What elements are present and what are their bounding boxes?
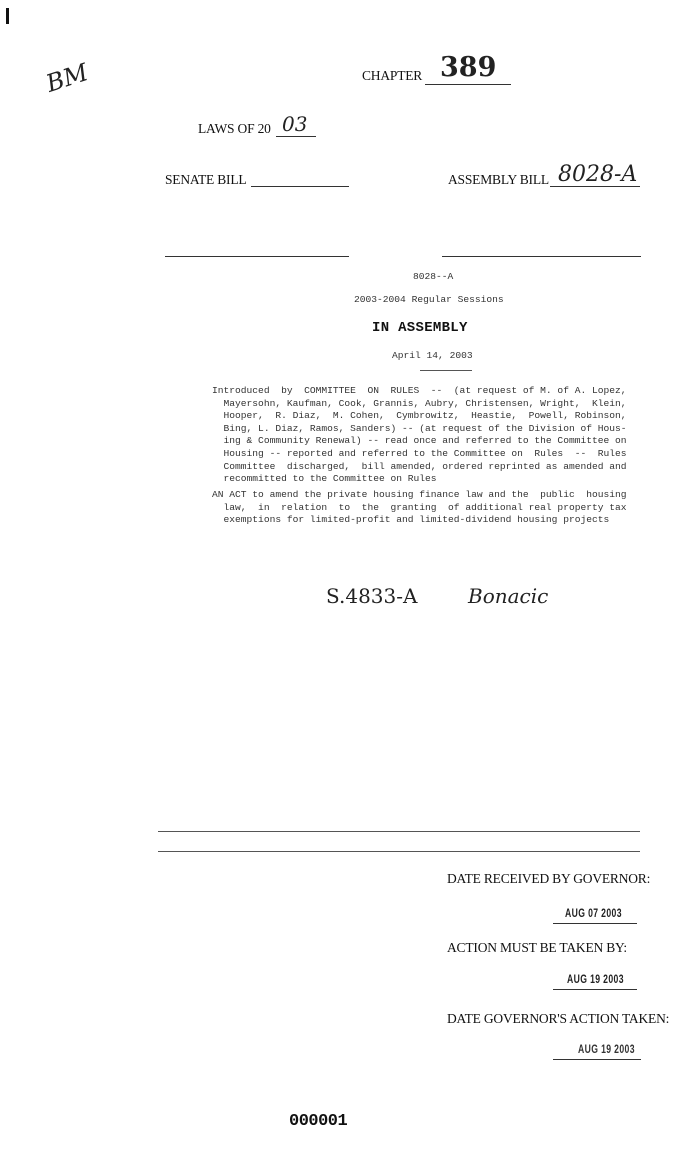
margin-tick <box>6 8 9 24</box>
deadline-underline <box>553 989 637 990</box>
chapter-underline <box>425 84 511 85</box>
right-divider <box>442 256 641 257</box>
bill-session: 2003-2004 Regular Sessions <box>354 294 504 305</box>
bill-number: 8028--A <box>413 271 454 282</box>
deadline-date: AUG 19 2003 <box>567 974 624 986</box>
assembly-bill-number: 8028-A <box>558 162 638 187</box>
introduced-text <box>212 385 627 486</box>
introduced-line: Bing, L. Diaz, Ramos, Sanders) -- (at request of the Division of Hous- <box>212 422 627 434</box>
margin-initials: BM <box>42 58 92 98</box>
deadline-label: ACTION MUST BE TAKEN BY: <box>447 940 627 955</box>
bottom-rule-2 <box>158 851 640 852</box>
assembly-bill-label: ASSEMBLY BILL <box>448 172 549 187</box>
laws-year: 03 <box>282 112 308 136</box>
chapter-number: 389 <box>440 52 497 83</box>
received-underline <box>553 923 637 924</box>
bottom-rule-1 <box>158 831 640 832</box>
page-number: 000001 <box>289 1112 348 1131</box>
act-title <box>212 489 627 527</box>
introduced-line: Housing -- reported and referred to the Committee on Rules -- Rules <box>212 447 627 459</box>
laws-label: LAWS OF 20 <box>198 121 271 136</box>
introduced-line: ing & Community Renewal) -- read once and referred to the Committee on <box>212 435 627 447</box>
introduced-line: Committee discharged, bill amended, ordered reprinted as amended and <box>212 460 627 472</box>
received-label: DATE RECEIVED BY GOVERNOR: <box>447 871 651 886</box>
introduced-line: Introduced by COMMITTEE ON RULES -- (at request of M. of A. Lopez, <box>212 385 627 396</box>
chapter-label: CHAPTER <box>362 68 423 83</box>
act-line: AN ACT to amend the private housing finance law and the public housing <box>212 489 627 500</box>
senate-reference: S.4833-A <box>326 584 418 608</box>
introduced-line: recommitted to the Committee on Rules <box>212 473 437 485</box>
introduced-line: Hooper, R. Diaz, M. Cohen, Cymbrowitz, Heastie, Powell, Robinson, <box>212 410 627 422</box>
action-label: DATE GOVERNOR'S ACTION TAKEN: <box>447 1011 670 1026</box>
bill-house: IN ASSEMBLY <box>372 320 468 336</box>
left-divider <box>165 256 349 257</box>
sponsor-name: Bonacic <box>468 584 549 608</box>
act-line: exemptions for limited-profit and limited-dividend housing projects <box>212 514 610 526</box>
date-rule <box>420 370 472 371</box>
action-date: AUG 19 2003 <box>578 1044 635 1056</box>
received-date: AUG 07 2003 <box>565 908 622 920</box>
laws-year-underline <box>276 136 316 137</box>
senate-bill-label: SENATE BILL <box>165 172 247 187</box>
bill-date: April 14, 2003 <box>392 350 473 361</box>
senate-bill-underline <box>251 186 349 187</box>
introduced-line: Mayersohn, Kaufman, Cook, Grannis, Aubry, Christensen, Wright, Klein, <box>212 397 627 409</box>
act-line: law, in relation to the granting of additional real property tax <box>212 501 627 513</box>
action-underline <box>553 1059 641 1060</box>
